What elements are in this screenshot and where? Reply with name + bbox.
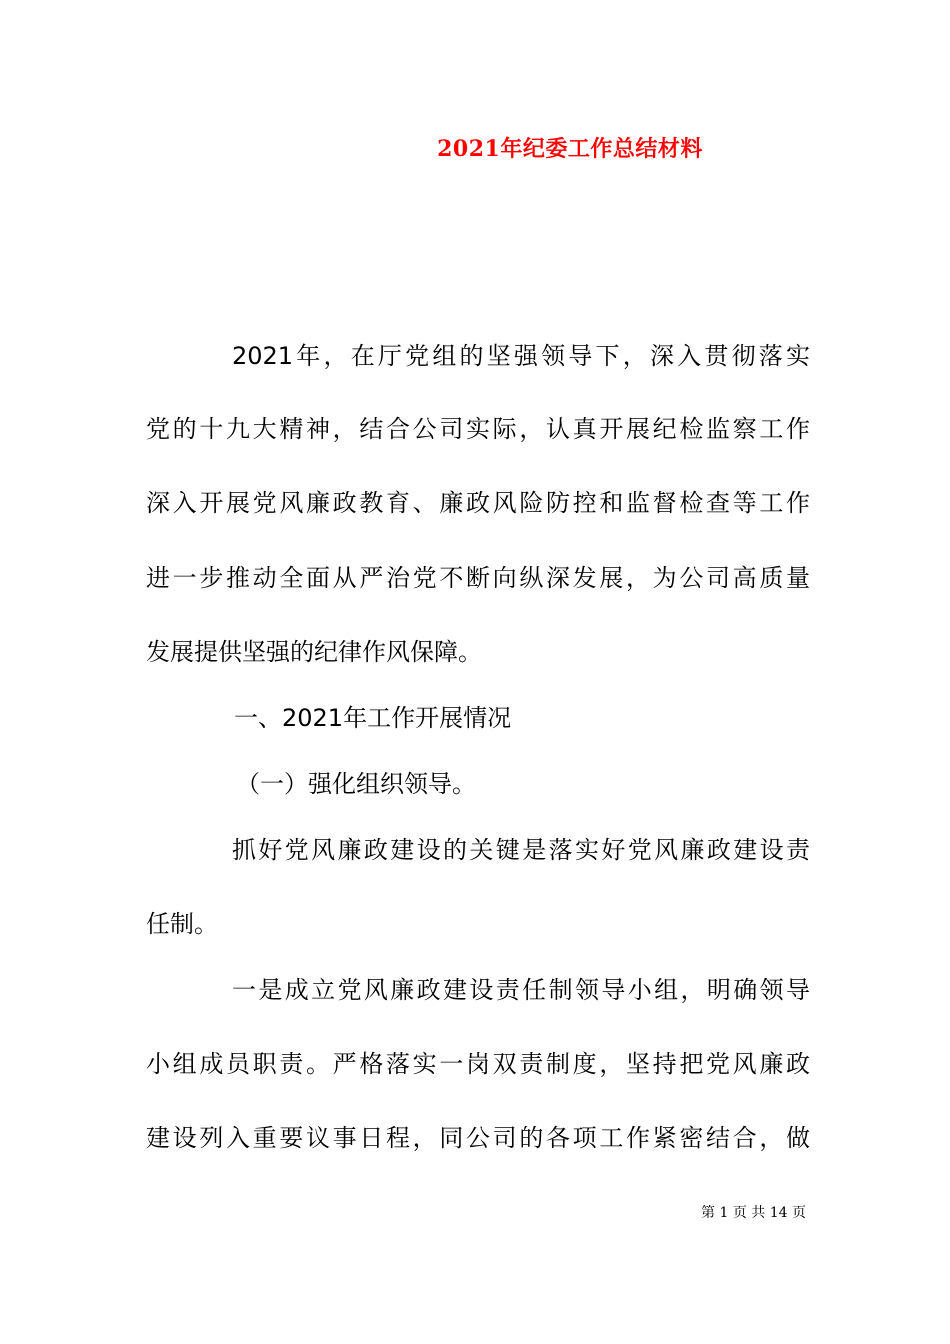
paragraph-line: 小组成员职责。严格落实一岗双责制度，坚持把党风廉政 bbox=[146, 1050, 810, 1078]
page-number-footer: 第 1 页 共 14 页 bbox=[701, 1205, 806, 1221]
document-title: 2021年纪委工作总结材料 bbox=[437, 136, 703, 162]
subsection-heading: （一）强化组织领导。 bbox=[236, 770, 476, 798]
paragraph-line: 2021年，在厅党组的坚强领导下，深入贯彻落实 bbox=[232, 342, 810, 370]
paragraph-line: 进一步推动全面从严治党不断向纵深发展，为公司高质量 bbox=[146, 564, 810, 592]
paragraph-line: 抓好党风廉政建设的关键是落实好党风廉政建设责 bbox=[232, 836, 810, 864]
paragraph-line: 深入开展党风廉政教育、廉政风险防控和监督检查等工作 bbox=[146, 489, 810, 517]
paragraph-line: 发展提供坚强的纪律作风保障。 bbox=[146, 638, 482, 666]
paragraph-line: 任制。 bbox=[146, 910, 218, 938]
section-heading: 一、2021年工作开展情况 bbox=[234, 704, 512, 732]
paragraph-line: 党的十九大精神，结合公司实际，认真开展纪检监察工作 bbox=[146, 415, 810, 443]
paragraph-line: 建设列入重要议事日程，同公司的各项工作紧密结合，做 bbox=[146, 1124, 810, 1152]
paragraph-line: 一是成立党风廉政建设责任制领导小组，明确领导 bbox=[232, 976, 810, 1004]
